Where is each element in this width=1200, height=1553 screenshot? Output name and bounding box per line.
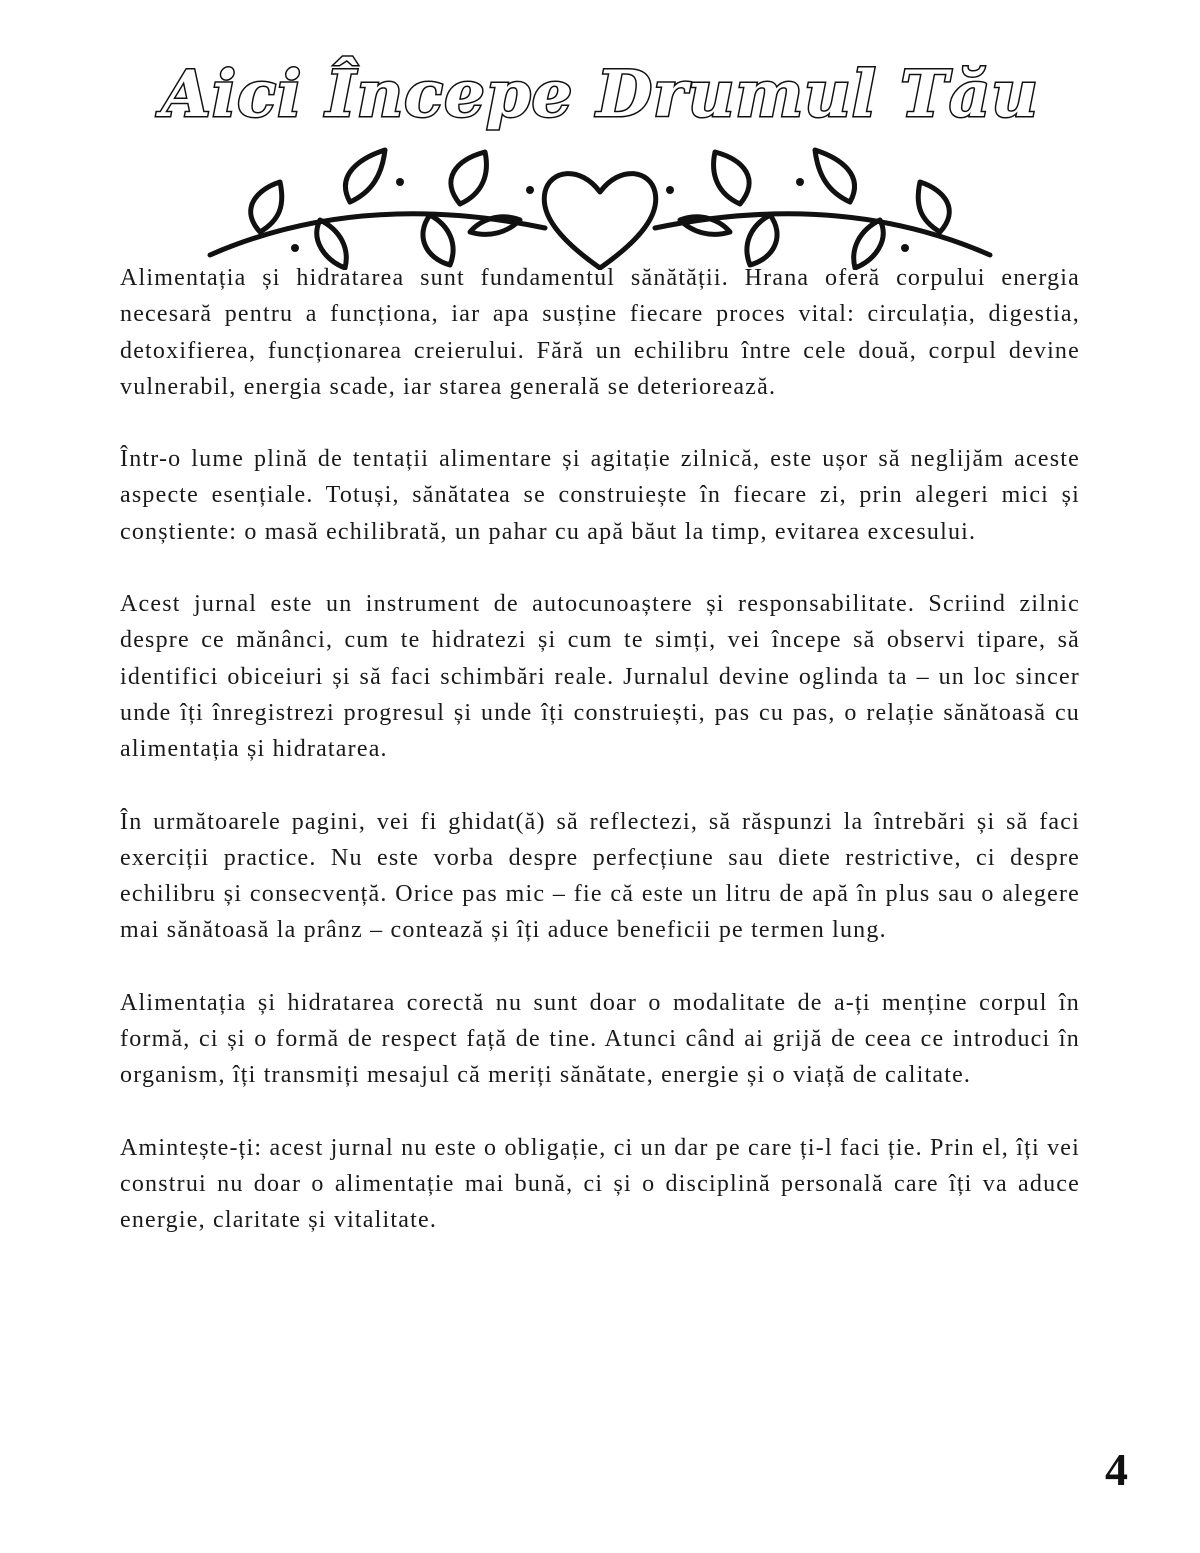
paragraph: În următoarele pagini, vei fi ghidat(ă) să reflectezi, să răspunzi la întrebări și să faci exerciții practice. Nu este vorba despre perfecțiune sau diete restrictive, ci despre echilibru și consecvență. Orice pas mic – fie că este un litru de apă în plus sau o alegere mai sănătoasă la prânz – contează și îți aduce beneficii pe termen lung.: [120, 808, 1080, 944]
paragraph: Într-o lume plină de tentații alimentare și agitație zilnică, este ușor să neglijăm aceste aspecte esențiale. Totuși, sănătatea se construiește în fiecare zi, prin alegeri mici și conștiente: o masă echilibrată, un pahar cu apă băut la timp, evitarea excesului.: [120, 446, 1080, 545]
paragraph: Amintește-ți: acest jurnal nu este o obligație, ci un dar pe care ți-l faci ție. Prin el, îți vei construi nu doar o alimentație mai bună, ci și o disciplină personală care îți va aduce energie, claritate și vitalitate.: [120, 1134, 1080, 1234]
page-number: 4: [1105, 1444, 1128, 1495]
heart-with-branches-icon: [200, 120, 1000, 270]
paragraph: Alimentația și hidratarea corectă nu sunt doar o modalitate de a-ți menține corpul în formă, ci și o formă de respect față de tine. Atunci când ai grijă de ceea ce introduci în organism, îți transmiți mesajul că meriți sănătate, energie și o viață de calitate.: [120, 989, 1080, 1089]
page-header: [0, 40, 1200, 240]
page-title: Aici Începe Drumul Tău: [161, 57, 1039, 132]
paragraph: Acest jurnal este un instrument de autocunoaștere și responsabilitate. Scriind zilnic despre ce mănânci, cum te hidratezi și cum te simți, vei începe să observi tipare, să identifici obiceiuri și să faci schimbări reale. Jurnalul devine oglinda ta – un loc sincer unde îți înregistrezi progresul și unde îți construiești, pas cu pas, o relație sănătoasă cu alimentația și hidratarea.: [120, 591, 1080, 763]
paragraph: Alimentația și hidratarea sunt fundamentul sănătății. Hrana oferă corpului energia necesară pentru a funcționa, iar apa susține fiecare proces vital: circulația, digestia, detoxifierea, funcționarea creierului. Fără un echilibru între cele două, corpul devine vulnerabil, energia scade, iar starea generală se deteriorează.: [120, 265, 1080, 400]
article-body: [120, 260, 1080, 1275]
